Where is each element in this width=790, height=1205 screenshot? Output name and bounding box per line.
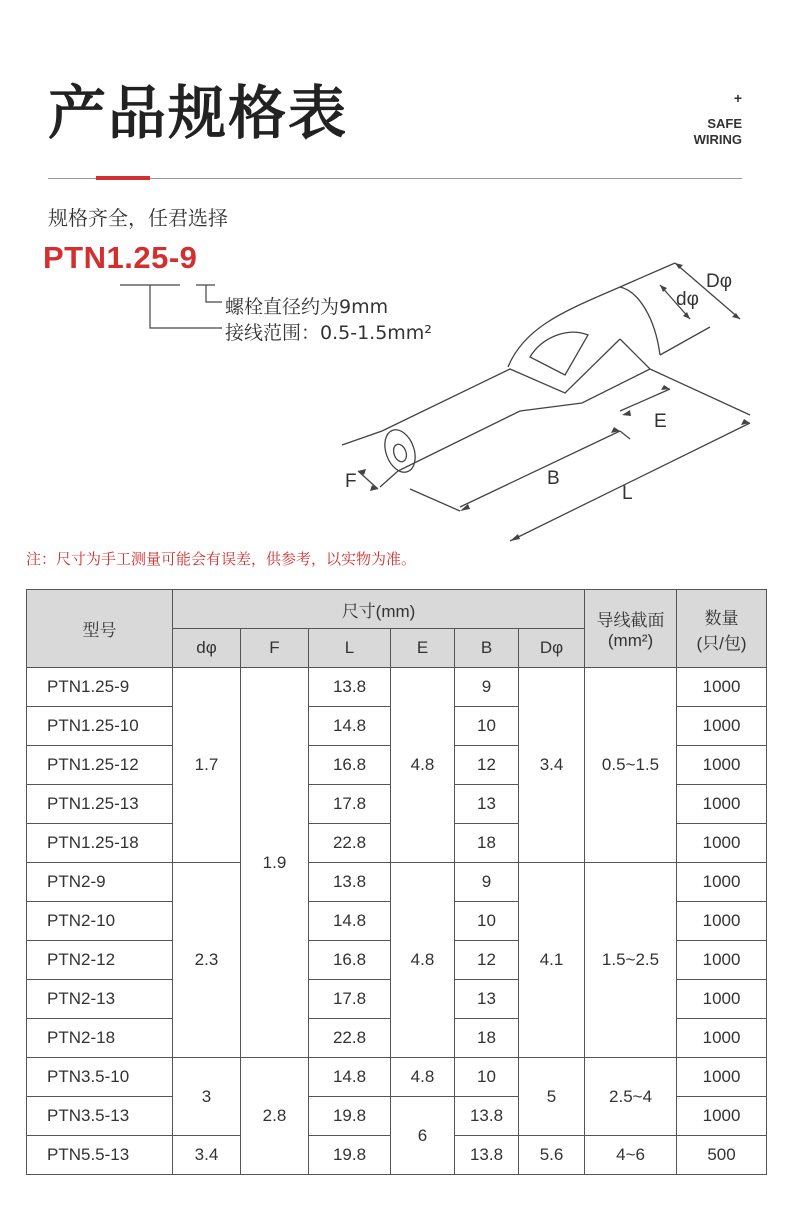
model-code: PTN1.25-9 xyxy=(43,240,198,275)
diagram-label-E: E xyxy=(654,411,667,432)
cell-model: PTN2-9 xyxy=(27,863,173,902)
cell-model: PTN2-12 xyxy=(27,941,173,980)
table-row xyxy=(27,668,767,707)
header-divider xyxy=(48,178,742,179)
subheader-B: B xyxy=(455,629,519,668)
cell-B: 13.8 xyxy=(455,1097,519,1136)
cell-B: 10 xyxy=(455,707,519,746)
header-wire-line2: (mm²) xyxy=(607,631,654,650)
cell-qty: 1000 xyxy=(677,668,767,707)
cell-E: 4.8 xyxy=(391,668,455,863)
table-row xyxy=(27,863,767,902)
cell-E: 4.8 xyxy=(391,1058,455,1097)
cell-B: 9 xyxy=(455,863,519,902)
cell-L: 19.8 xyxy=(309,1136,391,1175)
cell-qty: 1000 xyxy=(677,941,767,980)
cell-qty: 1000 xyxy=(677,746,767,785)
cell-model: PTN5.5-13 xyxy=(27,1136,173,1175)
cell-model: PTN2-18 xyxy=(27,1019,173,1058)
cell-d: 2.3 xyxy=(173,863,241,1058)
cell-L: 16.8 xyxy=(309,746,391,785)
legend-bolt-diameter: 螺栓直径约为9mm xyxy=(225,296,389,318)
diagram-label-d: dφ xyxy=(676,289,699,310)
cell-qty: 1000 xyxy=(677,980,767,1019)
cell-qty: 500 xyxy=(677,1136,767,1175)
brand-line-2: WIRING xyxy=(693,132,742,147)
header-wire-section xyxy=(585,590,677,668)
cell-model: PTN1.25-10 xyxy=(27,707,173,746)
header-divider-accent xyxy=(96,176,150,180)
cell-F: 2.8 xyxy=(241,1058,309,1175)
subheader-F: F xyxy=(241,629,309,668)
cell-qty: 1000 xyxy=(677,863,767,902)
cell-model: PTN1.25-13 xyxy=(27,785,173,824)
subheader-L: L xyxy=(309,629,391,668)
cell-D: 3.4 xyxy=(519,668,585,863)
cell-d: 1.7 xyxy=(173,668,241,863)
cell-F: 1.9 xyxy=(241,668,309,1058)
brand-mark xyxy=(694,90,742,148)
cell-L: 16.8 xyxy=(309,941,391,980)
cell-qty: 1000 xyxy=(677,824,767,863)
cell-qty: 1000 xyxy=(677,1019,767,1058)
cell-wire: 2.5~4 xyxy=(585,1058,677,1136)
table-row xyxy=(27,1058,767,1097)
cell-L: 14.8 xyxy=(309,902,391,941)
cell-d: 3 xyxy=(173,1058,241,1136)
cell-B: 13.8 xyxy=(455,1136,519,1175)
cell-qty: 1000 xyxy=(677,707,767,746)
terminal-diagram xyxy=(320,245,760,555)
legend-wire-range: 接线范围：0.5-1.5mm² xyxy=(225,322,432,344)
cell-model: PTN3.5-10 xyxy=(27,1058,173,1097)
cell-B: 12 xyxy=(455,746,519,785)
brand-plus: + xyxy=(733,90,742,106)
header-quantity xyxy=(677,590,767,668)
cell-model: PTN3.5-13 xyxy=(27,1097,173,1136)
cell-L: 14.8 xyxy=(309,1058,391,1097)
cell-model: PTN1.25-9 xyxy=(27,668,173,707)
measurement-note: 注：尺寸为手工测量可能会有误差，供参考，以实物为准。 xyxy=(26,550,417,568)
diagram-label-D: Dφ xyxy=(706,271,733,292)
cell-L: 22.8 xyxy=(309,824,391,863)
cell-qty: 1000 xyxy=(677,1097,767,1136)
header-qty-line1: 数量 xyxy=(704,608,739,628)
brand-line-1: SAFE xyxy=(707,116,742,131)
diagram-label-B: B xyxy=(547,468,560,489)
cell-wire: 4~6 xyxy=(585,1136,677,1175)
subheader-D: Dφ xyxy=(519,629,585,668)
subheader-d: dφ xyxy=(173,629,241,668)
cell-L: 19.8 xyxy=(309,1097,391,1136)
cell-B: 13 xyxy=(455,980,519,1019)
subheader-E: E xyxy=(391,629,455,668)
cell-B: 18 xyxy=(455,824,519,863)
cell-model: PTN2-13 xyxy=(27,980,173,1019)
cell-E: 4.8 xyxy=(391,863,455,1058)
header-wire-line1: 导线截面 xyxy=(596,611,665,630)
cell-wire: 0.5~1.5 xyxy=(585,668,677,863)
cell-D: 5.6 xyxy=(519,1136,585,1175)
subtitle: 规格齐全，任君选择 xyxy=(48,206,228,230)
header-size: 尺寸(mm) xyxy=(173,590,585,629)
cell-L: 17.8 xyxy=(309,980,391,1019)
cell-d: 3.4 xyxy=(173,1136,241,1175)
cell-B: 18 xyxy=(455,1019,519,1058)
cell-qty: 1000 xyxy=(677,785,767,824)
cell-model: PTN2-10 xyxy=(27,902,173,941)
cell-L: 13.8 xyxy=(309,863,391,902)
cell-B: 9 xyxy=(455,668,519,707)
cell-L: 14.8 xyxy=(309,707,391,746)
cell-wire: 1.5~2.5 xyxy=(585,863,677,1058)
cell-D: 4.1 xyxy=(519,863,585,1058)
cell-D: 5 xyxy=(519,1058,585,1136)
header-qty-line2: (只/包) xyxy=(696,633,747,653)
cell-B: 12 xyxy=(455,941,519,980)
cell-L: 13.8 xyxy=(309,668,391,707)
header-model: 型号 xyxy=(27,590,173,668)
diagram-label-F: F xyxy=(345,471,357,492)
cell-model: PTN1.25-18 xyxy=(27,824,173,863)
cell-model: PTN1.25-12 xyxy=(27,746,173,785)
cell-qty: 1000 xyxy=(677,902,767,941)
diagram-label-L: L xyxy=(622,483,633,504)
cell-E: 6 xyxy=(391,1097,455,1175)
cell-B: 13 xyxy=(455,785,519,824)
cell-L: 17.8 xyxy=(309,785,391,824)
spec-table xyxy=(26,589,767,1175)
cell-B: 10 xyxy=(455,902,519,941)
cell-qty: 1000 xyxy=(677,1058,767,1097)
cell-L: 22.8 xyxy=(309,1019,391,1058)
page-title: 产品规格表 xyxy=(48,79,349,147)
cell-B: 10 xyxy=(455,1058,519,1097)
